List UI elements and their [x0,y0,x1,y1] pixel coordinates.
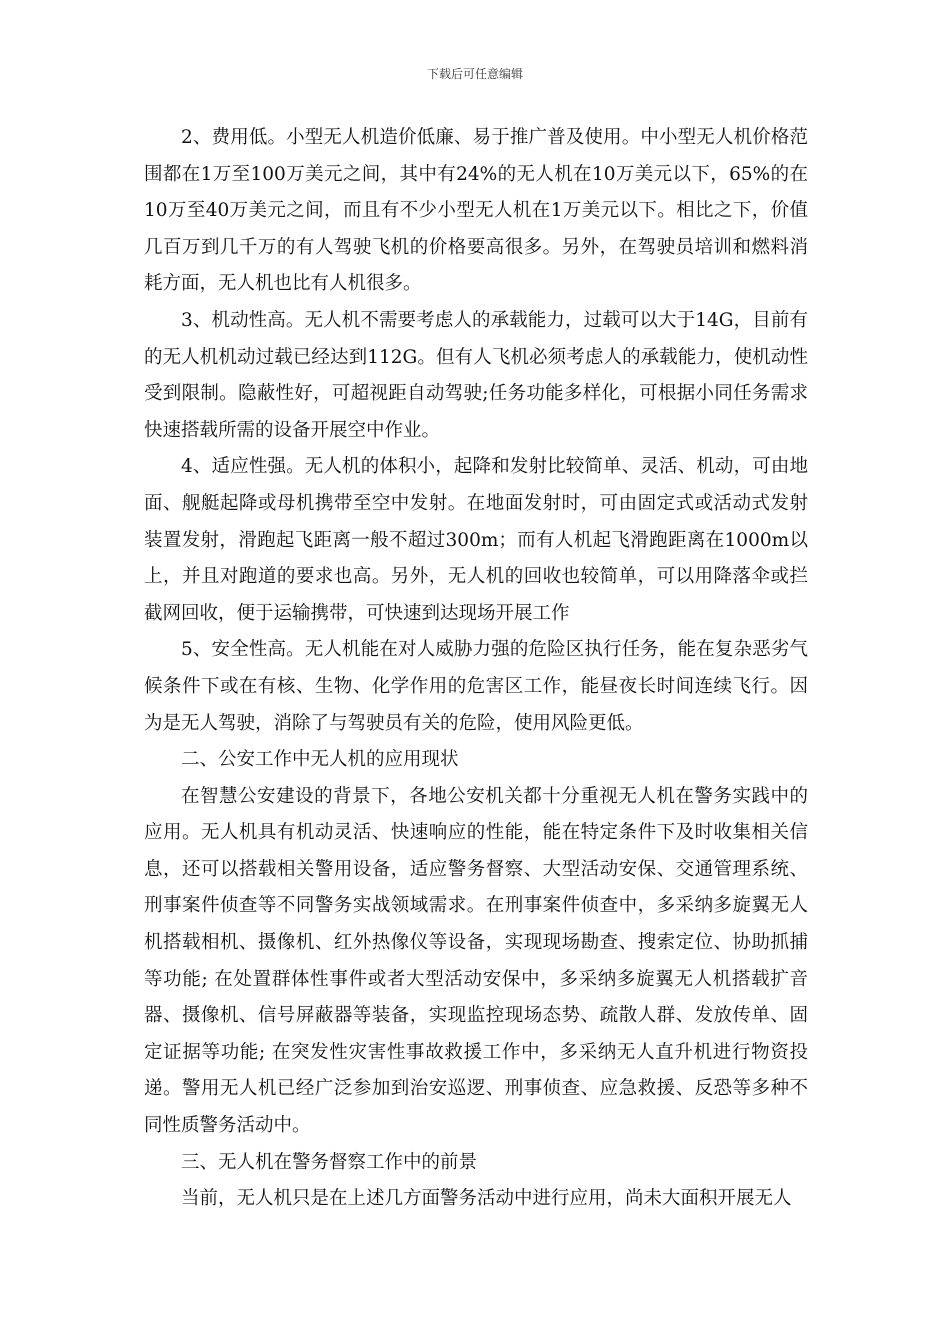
section-heading-2: 二、公安工作中无人机的应用现状 [181,749,459,771]
paragraph-cost: 2、费用低。小型无人机造价低廉、易于推广普及使用。中小型无人机价格范围都在1万至100万美元之间，其中有24%的无人机在10万美元以下，65%的在10万至40万美元之间，而且有不少小型无人机在1万美元以下。相比之下，价值几百万到几千万的有人驾驶飞机的价格要高很多。另外，在驾驶员培训和燃料消耗方面，无人机也比有人机很多。 [144,127,808,295]
paragraph-safety: 5、安全性高。无人机能在对人威胁力强的危险区执行任务，能在复杂恶劣气候条件下或在有核、生物、化学作用的危害区工作，能昼夜长时间连续飞行。因为是无人驾驶，消除了与驾驶员有关的危险，使用风险更低。 [144,639,808,734]
paragraph-mobility: 3、机动性高。无人机不需要考虑人的承载能力，过载可以大于14G，目前有的无人机机动过载已经达到112G。但有人飞机必须考虑人的承载能力，使机动性受到限制。隐蔽性好，可超视距自动驾驶;任务功能多样化，可根据小同任务需求快速搭载所需的设备开展空中作业。 [144,309,808,441]
page-header: 下载后可任意编辑 [426,67,523,81]
paragraph-prospects: 当前，无人机只是在上述几方面警务活动中进行应用，尚未大面积开展无人 [181,1188,792,1210]
section-heading-3: 三、无人机在警务督察工作中的前景 [181,1151,478,1173]
paragraph-adaptability: 4、适应性强。无人机的体积小，起降和发射比较简单、灵活、机动，可由地面、舰艇起降或母机携带至空中发射。在地面发射时，可由固定式或活动式发射装置发射，滑跑起飞距离一般不超过300m；而有人机起飞滑跑距离在1000m以上，并且对跑道的要求也高。另外，无人机的回收也较简单，可以用降落伞或拦截网回收，便于运输携带，可快速到达现场开展工作 [144,456,808,624]
document-body [144,120,808,1218]
paragraph-application-status: 在智慧公安建设的背景下，各地公安机关都十分重视无人机在警务实践中的应用。无人机具有机动灵活、快速响应的性能，能在特定条件下及时收集相关信息，还可以搭载相关警用设备，适应警务督察、大型活动安保、交通管理系统、刑事案件侦查等不同警务实战领域需求。在刑事案件侦查中，多采纳多旋翼无人机搭载相机、摄像机、红外热像仪等设备，实现现场勘查、搜索定位、协助抓捕等功能; 在处置群体性事件或者大型活动安保中，多采纳多旋翼无人机搭载扩音器、摄像机、信号屏蔽器等装备，实现监控现场态势、疏散人群、发放传单、固定证据等功能; 在突发性灾害性事故救援工作中，多采纳无人直升机进行物资投递。警用无人机已经广泛参加到治安巡逻、刑事侦查、应急救援、反恐等多种不同性质警务活动中。 [144,785,808,1137]
